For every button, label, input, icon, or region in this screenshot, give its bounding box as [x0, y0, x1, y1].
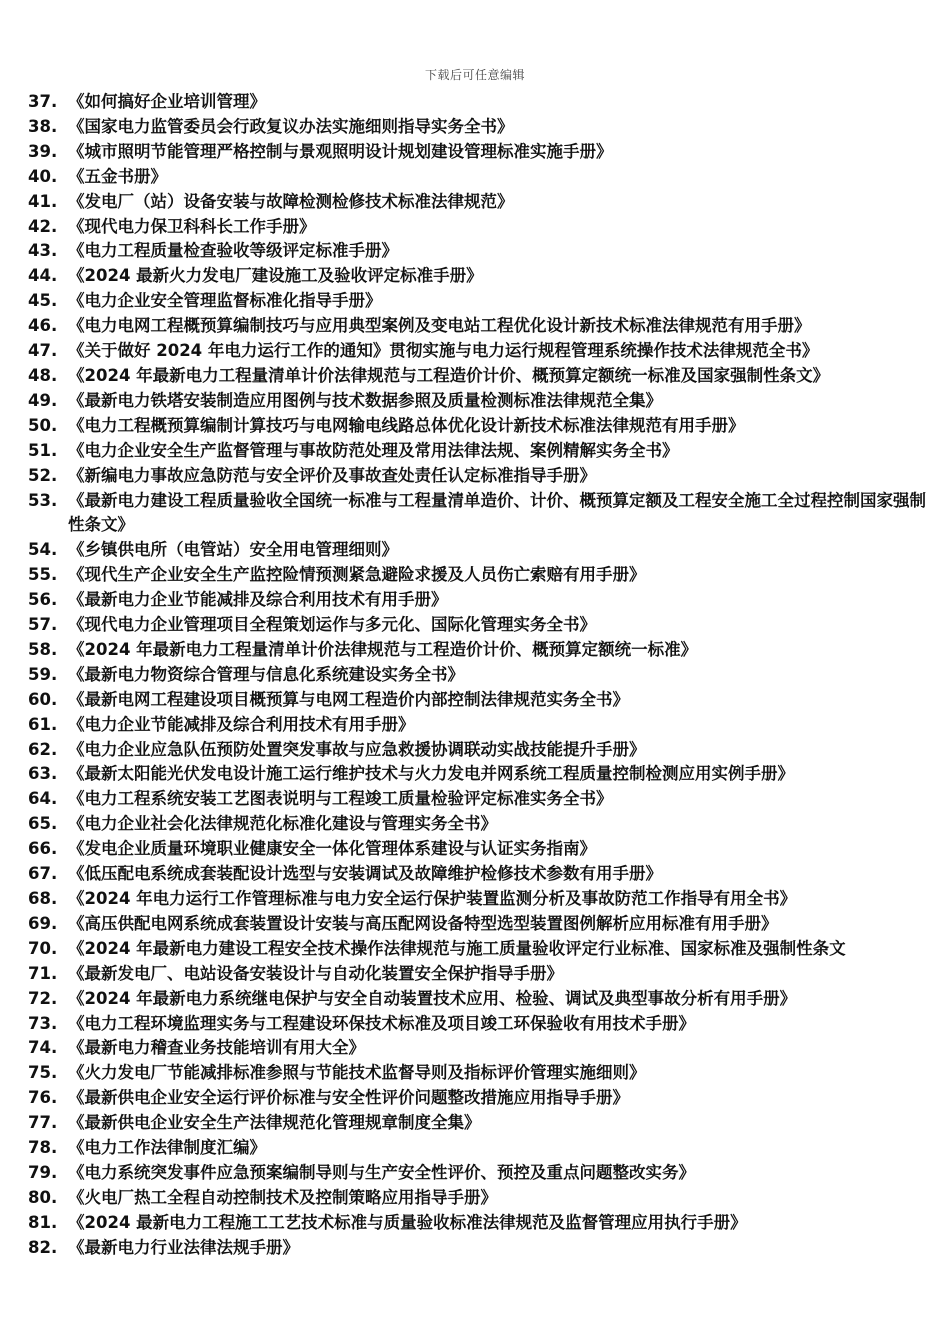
list-item: [28, 464, 928, 489]
item-title: 《低压配电系统成套装配设计选型与安装调试及故障维护检修技术参数有用手册》: [68, 864, 662, 884]
item-title: 《最新发电厂、电站设备安装设计与自动化装置安全保护指导手册》: [68, 963, 563, 983]
item-title: 《电力工程系统安装工艺图表说明与工程竣工质量检验评定标准实务全书》: [68, 789, 613, 809]
list-item: [28, 613, 928, 638]
list-item: [28, 862, 928, 887]
list-item: [28, 389, 928, 414]
list-item: [28, 1186, 928, 1211]
list-item: [28, 314, 928, 339]
list-item: [28, 937, 928, 962]
item-title: 《电力企业节能减排及综合利用技术有用手册》: [68, 714, 415, 734]
item-number: 79.: [28, 1162, 58, 1182]
list-item: [28, 1211, 928, 1236]
list-item: [28, 239, 928, 264]
item-title: 《关于做好 2024 年电力运行工作的通知》贯彻实施与电力运行规程管理系统操作技术法律规范全书》: [68, 341, 819, 361]
list-item: [28, 1161, 928, 1186]
item-number: 64.: [28, 789, 58, 809]
item-title: 《国家电力监管委员会行政复议办法实施细则指导实务全书》: [68, 116, 514, 136]
item-title: 《最新供电企业安全生产法律规范化管理规章制度全集》: [68, 1113, 481, 1133]
item-number: 75.: [28, 1063, 58, 1083]
item-title: 《2024 年最新电力工程量清单计价法律规范与工程造价计价、概预算定额统一标准及国家强制性条文》: [68, 365, 830, 385]
item-title: 《最新电力稽查业务技能培训有用大全》: [68, 1038, 365, 1058]
item-number: 41.: [28, 191, 58, 211]
list-item: [28, 115, 928, 140]
item-number: 43.: [28, 241, 58, 261]
list-item: [28, 912, 928, 937]
list-item: [28, 1136, 928, 1161]
list-item: [28, 289, 928, 314]
item-title: 《最新电力物资综合管理与信息化系统建设实务全书》: [68, 664, 464, 684]
item-title: 《最新电力建设工程质量验收全国统一标准与工程量清单造价、计价、概预算定额及工程安全施工全过程控制国家强制性条文》: [68, 490, 926, 535]
item-number: 80.: [28, 1187, 58, 1207]
item-number: 65.: [28, 814, 58, 834]
item-number: 58.: [28, 639, 58, 659]
item-title: 《最新电网工程建设项目概预算与电网工程造价内部控制法律规范实务全书》: [68, 689, 629, 709]
list-item: [28, 588, 928, 613]
item-number: 45.: [28, 291, 58, 311]
item-title: 《现代生产企业安全生产监控险情预测紧急避险求援及人员伤亡索赔有用手册》: [68, 565, 646, 585]
list-item: [28, 1086, 928, 1111]
item-title: 《最新太阳能光伏发电设计施工运行维护技术与火力发电并网系统工程质量控制检测应用实例手册》: [68, 764, 794, 784]
item-number: 69.: [28, 913, 58, 933]
item-title: 《2024 年最新电力工程量清单计价法律规范与工程造价计价、概预算定额统一标准》: [68, 639, 698, 659]
item-number: 56.: [28, 590, 58, 610]
item-number: 39.: [28, 141, 58, 161]
item-number: 74.: [28, 1038, 58, 1058]
item-title: 《2024 年最新电力建设工程安全技术操作法律规范与施工质量验收评定行业标准、国家标准及强制性条文: [68, 938, 846, 958]
list-item: [28, 414, 928, 439]
list-item: [28, 837, 928, 862]
list-item: [28, 364, 928, 389]
list-item: [28, 663, 928, 688]
item-title: 《电力企业社会化法律规范化标准化建设与管理实务全书》: [68, 814, 497, 834]
item-number: 48.: [28, 365, 58, 385]
item-number: 42.: [28, 216, 58, 236]
item-number: 76.: [28, 1088, 58, 1108]
item-title: 《如何搞好企业培训管理》: [68, 92, 266, 111]
item-number: 44.: [28, 266, 58, 286]
item-title: 《最新电力企业节能减排及综合利用技术有用手册》: [68, 590, 448, 610]
item-title: 《乡镇供电所（电管站）安全用电管理细则》: [68, 540, 398, 560]
list-item: [28, 713, 928, 738]
item-title: 《五金书册》: [68, 166, 167, 186]
item-title: 《电力企业应急队伍预防处置突发事故与应急救援协调联动实战技能提升手册》: [68, 739, 646, 759]
item-number: 52.: [28, 465, 58, 485]
item-title: 《火电厂热工全程自动控制技术及控制策略应用指导手册》: [68, 1187, 497, 1207]
item-number: 60.: [28, 689, 58, 709]
item-number: 68.: [28, 889, 58, 908]
item-title: 《新编电力事故应急防范与安全评价及事故查处责任认定标准指导手册》: [68, 465, 596, 485]
item-number: 49.: [28, 390, 58, 410]
item-title: 《最新电力行业法律法规手册》: [68, 1237, 299, 1257]
item-number: 82.: [28, 1237, 58, 1257]
item-title: 《电力电网工程概预算编制技巧与应用典型案例及变电站工程优化设计新技术标准法律规范有用手册》: [68, 316, 811, 336]
item-title: 《现代电力保卫科科长工作手册》: [68, 216, 316, 236]
item-number: 72.: [28, 988, 58, 1008]
book-list: [28, 90, 928, 1261]
list-item: [28, 90, 928, 115]
item-number: 63.: [28, 764, 58, 784]
list-item: [28, 563, 928, 588]
item-title: 《最新电力铁塔安装制造应用图例与技术数据参照及质量检测标准法律规范全集》: [68, 390, 662, 410]
item-title: 《火力发电厂节能减排标准参照与节能技术监督导则及指标评价管理实施细则》: [68, 1063, 646, 1083]
list-item: [28, 1111, 928, 1136]
item-title: 《2024 最新电力工程施工工艺技术标准与质量验收标准法律规范及监督管理应用执行手册》: [68, 1212, 747, 1232]
item-number: 57.: [28, 615, 58, 635]
item-title: 《电力工程质量检查验收等级评定标准手册》: [68, 241, 398, 261]
list-item: [28, 190, 928, 215]
item-number: 40.: [28, 166, 58, 186]
list-item: [28, 264, 928, 289]
item-number: 81.: [28, 1212, 58, 1232]
list-item: [28, 165, 928, 190]
item-title: 《电力企业安全管理监督标准化指导手册》: [68, 291, 382, 311]
list-item: [28, 1236, 928, 1261]
item-title: 《最新供电企业安全运行评价标准与安全性评价问题整改措施应用指导手册》: [68, 1088, 629, 1108]
list-item: [28, 812, 928, 837]
item-number: 62.: [28, 739, 58, 759]
list-item: [28, 1036, 928, 1061]
item-title: 《现代电力企业管理项目全程策划运作与多元化、国际化管理实务全书》: [68, 615, 596, 635]
list-item: [28, 140, 928, 165]
item-title: 《城市照明节能管理严格控制与景观照明设计规划建设管理标准实施手册》: [68, 141, 613, 161]
list-item: [28, 215, 928, 240]
item-title: 《电力工作法律制度汇编》: [68, 1138, 266, 1158]
item-number: 53.: [28, 490, 58, 510]
list-item: [28, 887, 928, 912]
item-title: 《电力工程概预算编制计算技巧与电网输电线路总体优化设计新技术标准法律规范有用手册》: [68, 415, 745, 435]
list-item: [28, 987, 928, 1012]
item-number: 55.: [28, 565, 58, 585]
item-number: 37.: [28, 92, 58, 111]
item-number: 38.: [28, 116, 58, 136]
item-title: 《高压供配电网系统成套装置设计安装与高压配网设备特型选型装置图例解析应用标准有用手册》: [68, 913, 778, 933]
item-number: 77.: [28, 1113, 58, 1133]
list-item: [28, 339, 928, 364]
item-number: 50.: [28, 415, 58, 435]
list-item: [28, 1061, 928, 1086]
item-number: 71.: [28, 963, 58, 983]
item-title: 《发电厂（站）设备安装与故障检测检修技术标准法律规范》: [68, 191, 514, 211]
list-item: [28, 1012, 928, 1037]
list-item: [28, 538, 928, 563]
item-title: 《电力工程环境监理实务与工程建设环保技术标准及项目竣工环保验收有用技术手册》: [68, 1013, 695, 1033]
header-note: 下载后可任意编辑: [424, 68, 525, 82]
item-number: 67.: [28, 864, 58, 884]
item-number: 51.: [28, 440, 58, 460]
item-number: 73.: [28, 1013, 58, 1033]
list-item: [28, 762, 928, 787]
item-number: 59.: [28, 664, 58, 684]
item-title: 《2024 最新火力发电厂建设施工及验收评定标准手册》: [68, 266, 483, 286]
item-number: 47.: [28, 341, 58, 361]
item-number: 54.: [28, 540, 58, 560]
item-title: 《电力系统突发事件应急预案编制导则与生产安全性评价、预控及重点问题整改实务》: [68, 1162, 695, 1182]
item-title: 《电力企业安全生产监督管理与事故防范处理及常用法律法规、案例精解实务全书》: [68, 440, 679, 460]
list-item: [28, 439, 928, 464]
item-number: 66.: [28, 839, 58, 859]
item-title: 《2024 年最新电力系统继电保护与安全自动装置技术应用、检验、调试及典型事故分析有用手册》: [68, 988, 797, 1008]
item-number: 46.: [28, 316, 58, 336]
list-item: [28, 738, 928, 763]
list-item: [28, 489, 928, 539]
item-number: 61.: [28, 714, 58, 734]
list-item: [28, 962, 928, 987]
item-number: 70.: [28, 938, 58, 958]
item-title: 《发电企业质量环境职业健康安全一体化管理体系建设与认证实务指南》: [68, 839, 596, 859]
item-number: 78.: [28, 1138, 58, 1158]
list-item: [28, 638, 928, 663]
list-item: [28, 787, 928, 812]
item-title: 《2024 年电力运行工作管理标准与电力安全运行保护装置监测分析及事故防范工作指导有用全书》: [68, 889, 797, 908]
list-item: [28, 688, 928, 713]
